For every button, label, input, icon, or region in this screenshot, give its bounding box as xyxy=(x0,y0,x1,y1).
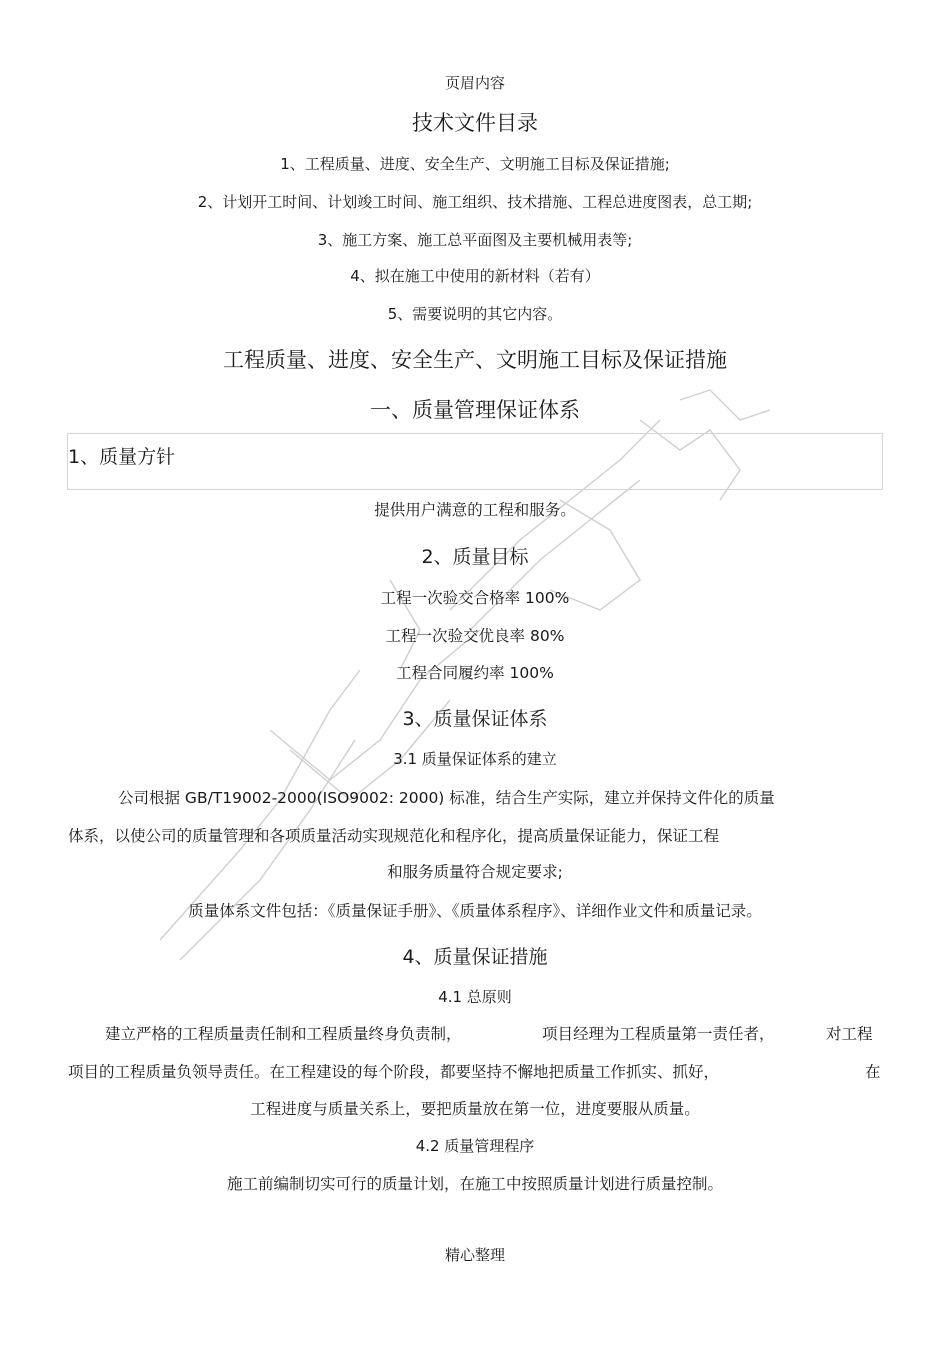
goal-pass-rate: 工程一次验交合格率 100% xyxy=(380,589,570,607)
part1-title: 一、质量管理保证体系 xyxy=(370,398,580,422)
system-paragraph-line-1: 公司根据 GB/T19002-2000(ISO9002: 2000) 标准，结合生产实际，建立并保持文件化的质量 xyxy=(118,789,775,807)
section-title: 工程质量、进度、安全生产、文明施工目标及保证措施 xyxy=(223,348,727,372)
toc-item-1: 1、工程质量、进度、安全生产、文明施工目标及保证措施; xyxy=(280,155,670,173)
toc-item-3: 3、施工方案、施工总平面图及主要机械用表等; xyxy=(317,231,633,249)
principle-line-3: 工程进度与质量关系上，要把质量放在第一位，进度要服从质量。 xyxy=(250,1100,700,1118)
management-procedure-text: 施工前编制切实可行的质量计划，在施工中按照质量计划进行质量控制。 xyxy=(226,1175,723,1193)
document-title: 技术文件目录 xyxy=(412,111,538,135)
management-procedure-title: 4.2 质量管理程序 xyxy=(415,1137,535,1155)
quality-policy-text: 提供用户满意的工程和服务。 xyxy=(374,501,576,519)
general-principle-title: 4.1 总原则 xyxy=(438,988,512,1006)
quality-system-title: 3、质量保证体系 xyxy=(402,708,548,730)
principle-line-1-b: 项目经理为工程质量第一责任者， xyxy=(542,1025,775,1043)
system-paragraph-line-3: 和服务质量符合规定要求; xyxy=(387,863,563,881)
page-footer: 精心整理 xyxy=(444,1246,505,1264)
toc-item-4: 4、拟在施工中使用的新材料（若有） xyxy=(350,267,600,285)
quality-policy-label: 1、质量方针 xyxy=(68,446,176,468)
goal-contract-rate: 工程合同履约率 100% xyxy=(396,664,554,682)
principle-line-1-c: 对工程 xyxy=(826,1025,873,1043)
toc-item-5: 5、需要说明的其它内容。 xyxy=(387,305,563,323)
quality-policy-box xyxy=(67,433,883,490)
system-documents-line: 质量体系文件包括：《质量保证手册》、《质量体系程序》、详细作业文件和质量记录。 xyxy=(188,902,762,920)
quality-measures-title: 4、质量保证措施 xyxy=(402,946,548,968)
principle-line-2-a: 项目的工程质量负领导责任。在工程建设的每个阶段，都要坚持不懈地把质量工作抓实、抓好， xyxy=(68,1063,720,1081)
principle-line-2-c: 在 xyxy=(865,1063,881,1081)
page-header: 页眉内容 xyxy=(444,74,505,92)
toc-item-2: 2、计划开工时间、计划竣工时间、施工组织、技术措施、工程总进度图表，总工期; xyxy=(197,193,753,211)
quality-goals-title: 2、质量目标 xyxy=(421,546,529,568)
quality-system-subtitle: 3.1 质量保证体系的建立 xyxy=(393,750,557,768)
principle-line-1-a: 建立严格的工程质量责任制和工程质量终身负责制， xyxy=(105,1025,462,1043)
goal-excellence-rate: 工程一次验交优良率 80% xyxy=(385,627,565,645)
system-paragraph-line-2: 体系，以使公司的质量管理和各项质量活动实现规范化和程序化，提高质量保证能力，保证工程 xyxy=(68,827,720,845)
